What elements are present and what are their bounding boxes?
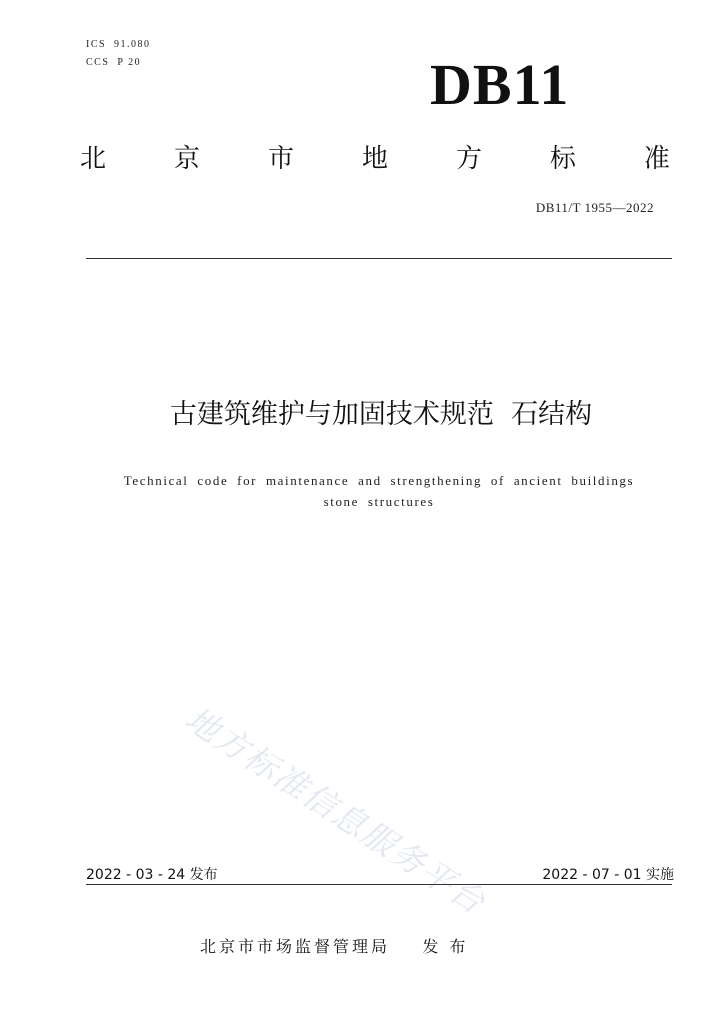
title-english <box>86 470 672 512</box>
title-chinese: 古建筑维护与加固技术规范 石结构 <box>169 399 593 430</box>
bottom-divider <box>86 884 672 885</box>
title-english-line: Technical code for maintenance and strengthening of ancient buildings <box>123 473 635 488</box>
standard-number: DB11/T 1955—2022 <box>535 200 654 215</box>
standard-type-char: 京 <box>173 144 200 174</box>
standard-type-char: 北 <box>80 144 107 174</box>
title-english-line: stone structures <box>323 494 435 509</box>
standard-type-char: 标 <box>549 144 576 174</box>
standard-type-char: 市 <box>267 144 294 174</box>
ccs-code: CCS P 20 <box>86 57 142 68</box>
standard-type-char: 地 <box>361 144 388 174</box>
standard-type-char: 方 <box>455 144 482 174</box>
issue-date: 2022 - 03 - 24 发布 <box>86 867 218 883</box>
top-divider <box>86 258 672 259</box>
db11-logo: DB11 <box>430 52 570 117</box>
ics-code: ICS 91.080 <box>86 39 151 50</box>
watermark: 地方标准信息服务平台 <box>178 698 494 923</box>
standard-type <box>80 138 670 175</box>
publisher: 北京市市场监督管理局 发 布 <box>200 937 469 956</box>
classification-codes <box>86 36 151 72</box>
implementation-date: 2022 - 07 - 01 实施 <box>542 867 674 883</box>
standard-type-char: 准 <box>643 144 670 174</box>
